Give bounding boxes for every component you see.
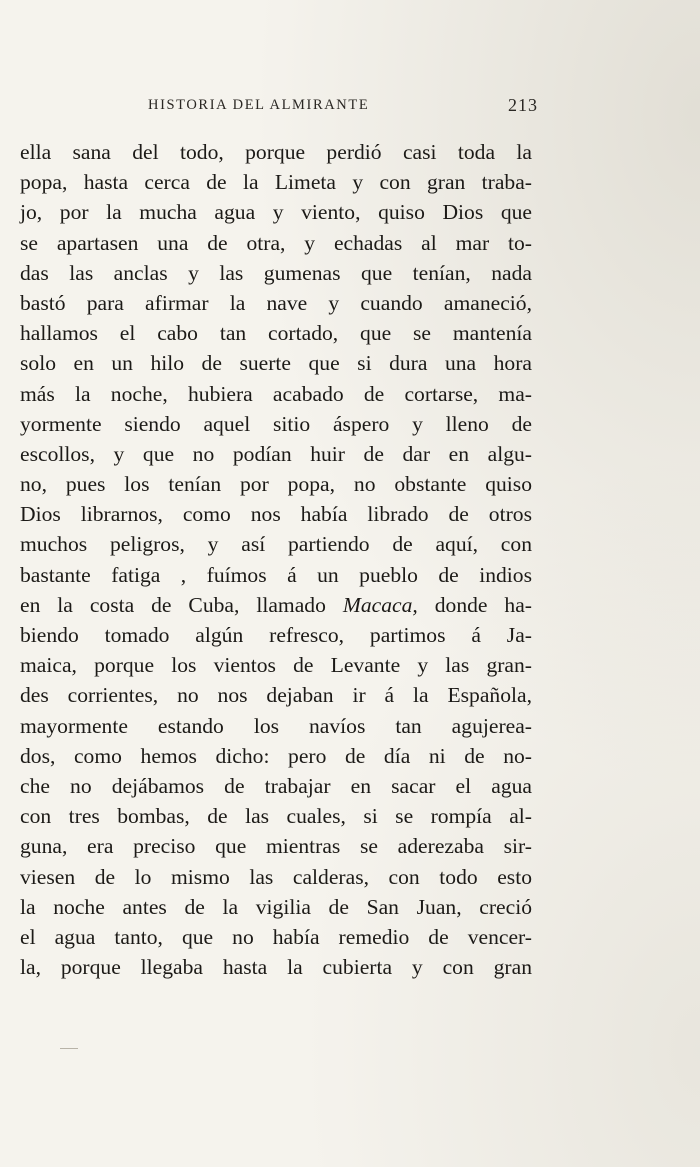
text-line: des corrientes, no nos dejaban ir á la Española,: [20, 683, 532, 708]
text-line: popa, hasta cerca de la Limeta y con gran traba-: [20, 170, 532, 195]
running-head: [148, 97, 538, 121]
text-line: el agua tanto, que no había remedio de vencer-: [20, 924, 532, 949]
text-line: guna, era preciso que mientras se aderezaba sir-: [20, 834, 532, 859]
text-line: solo en un hilo de suerte que si dura una hora: [20, 351, 532, 376]
text-line: muchos peligros, y así partiendo de aquí, con: [20, 532, 532, 557]
line-head: en la costa de Cuba, llamado: [20, 592, 326, 617]
text-line: más la noche, hubiera acabado de cortarse, ma-: [20, 381, 532, 406]
text-line: la noche antes de la vigilia de San Juan, creció: [20, 894, 532, 919]
text-line: con tres bombas, de las cuales, si se rompía al-: [20, 804, 532, 829]
text-line: la, porque llegaba hasta la cubierta y con gran: [20, 955, 532, 980]
text-line: se apartasen una de otra, y echadas al mar to-: [20, 230, 532, 255]
text-line: che no dejábamos de trabajar en sacar el agua: [20, 773, 532, 798]
text-line: viesen de lo mismo las calderas, con todo esto: [20, 864, 532, 889]
text-line-with-italic: [20, 590, 532, 620]
text-line: maica, porque los vientos de Levante y las gran-: [20, 653, 532, 678]
text-line: ella sana del todo, porque perdió casi toda la: [20, 140, 532, 164]
text-line: hallamos el cabo tan cortado, que se mantenía: [20, 321, 532, 346]
text-line: dos, como hemos dicho: pero de día ni de no-: [20, 743, 532, 768]
text-line: no, pues los tenían por popa, no obstante quiso: [20, 472, 532, 497]
text-line: escollos, y que no podían huir de dar en algu-: [20, 441, 532, 466]
text-line: mayormente estando los navíos tan agujerea-: [20, 713, 532, 738]
body-text: [20, 137, 532, 982]
text-line: bastante fatiga , fuímos á un pueblo de indios: [20, 562, 532, 587]
text-line: das las anclas y las gumenas que tenían, nada: [20, 260, 532, 285]
text-line: bastó para afirmar la nave y cuando amaneció,: [20, 290, 532, 315]
text-line: Dios librarnos, como nos había librado de otros: [20, 502, 532, 527]
text-line: yormente siendo aquel sitio áspero y lleno de: [20, 411, 532, 436]
ink-smudge: [60, 1048, 78, 1049]
running-title: HISTORIA DEL ALMIRANTE: [148, 97, 370, 113]
italic-place-name: Macaca,: [342, 592, 418, 617]
page-number: 213: [508, 95, 538, 115]
line-tail: donde ha-: [434, 592, 532, 617]
text-line: biendo tomado algún refresco, partimos á Ja-: [20, 623, 532, 647]
text-line: jo, por la mucha agua y viento, quiso Dios que: [20, 200, 532, 225]
